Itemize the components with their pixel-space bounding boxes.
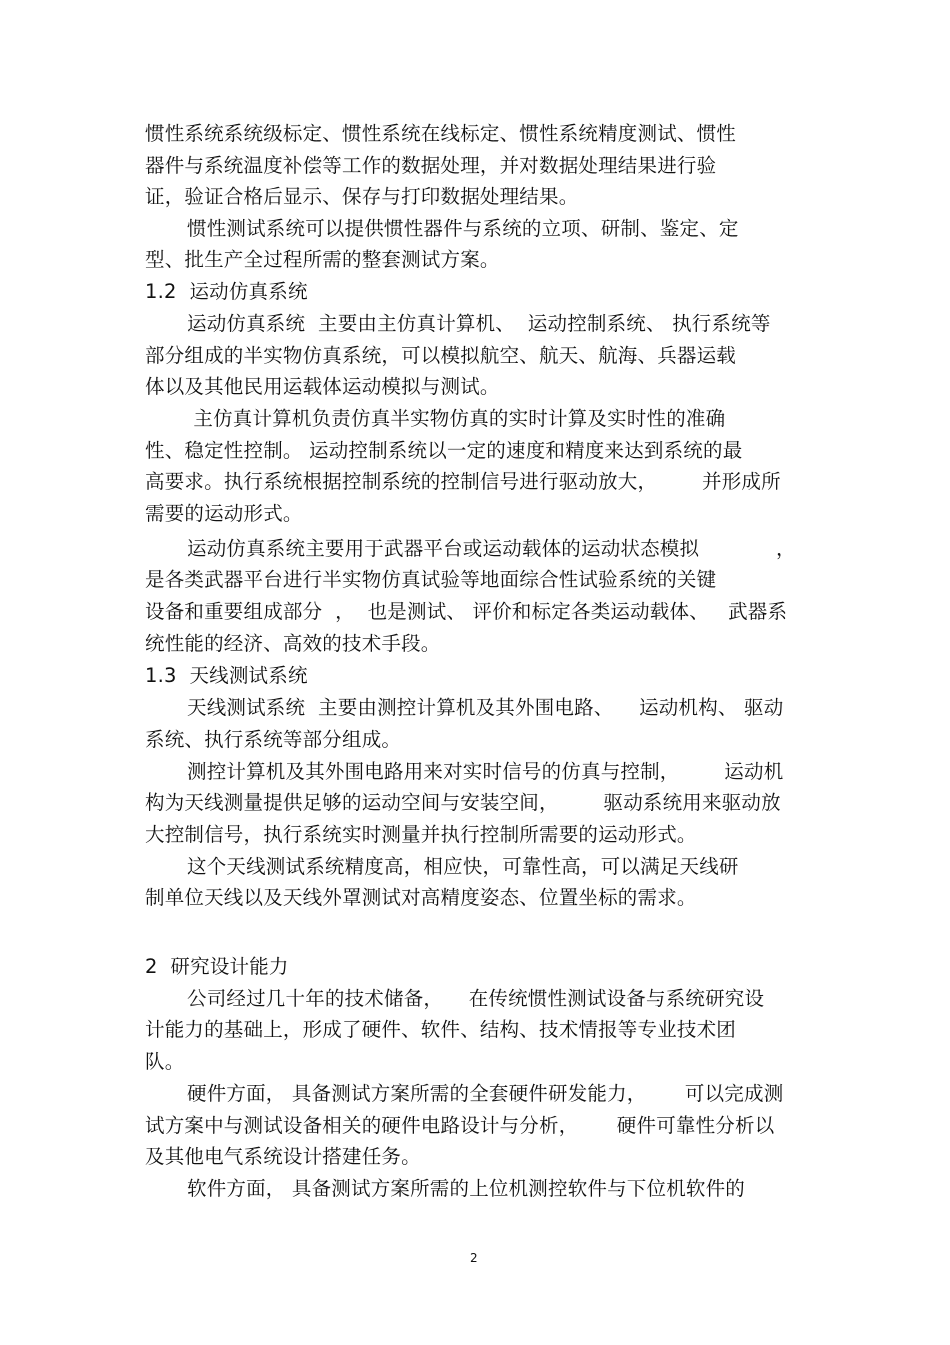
section-title: 天线测试系统 bbox=[189, 664, 308, 687]
text-line: 大控制信号，执行系统实时测量并执行控制所需要的运动形式。 bbox=[145, 823, 697, 846]
text-line: 及其他电气系统设计搭建任务。 bbox=[145, 1145, 421, 1168]
text-line: 计能力的基础上，形成了硬件、软件、结构、技术情报等专业技术团 bbox=[145, 1018, 737, 1041]
text-line: 型、批生产全过程所需的整套测试方案。 bbox=[145, 248, 500, 271]
section-title: 运动仿真系统 bbox=[189, 280, 308, 303]
text-line: 惯性测试系统可以提供惯性器件与系统的立项、研制、鉴定、定 bbox=[187, 217, 739, 240]
text-line: 运动仿真系统 主要由主仿真计算机、 运动控制系统、 执行系统等 bbox=[187, 312, 771, 335]
text-line: 测控计算机及其外围电路用来对实时信号的仿真与控制， 运动机 bbox=[187, 760, 784, 783]
section-number: 1.3 bbox=[145, 664, 177, 687]
text-line: 天线测试系统 主要由测控计算机及其外围电路、 运动机构、 驱动 bbox=[187, 696, 784, 719]
section-number: 1.2 bbox=[145, 280, 177, 303]
text-line: 是各类武器平台进行半实物仿真试验等地面综合性试验系统的关键 bbox=[145, 568, 717, 591]
text-line: 性、稳定性控制。 运动控制系统以一定的速度和精度来达到系统的最 bbox=[145, 439, 743, 462]
text-line: 惯性系统系统级标定、惯性系统在线标定、惯性系统精度测试、惯性 bbox=[145, 122, 737, 145]
section-number: 2 bbox=[145, 955, 158, 978]
text-line: 高要求。执行系统根据控制系统的控制信号进行驱动放大， 并形成所 bbox=[145, 470, 781, 493]
text-line: 证，验证合格后显示、保存与打印数据处理结果。 bbox=[145, 185, 579, 208]
text-line: 公司经过几十年的技术储备， 在传统惯性测试设备与系统研究设 bbox=[187, 987, 765, 1010]
text-line: 需要的运动形式。 bbox=[145, 502, 303, 525]
text-line: 硬件方面， 具备测试方案所需的全套硬件研发能力， 可以完成测 bbox=[187, 1082, 784, 1105]
text-line: 队。 bbox=[145, 1050, 185, 1073]
text-line: 器件与系统温度补偿等工作的数据处理，并对数据处理结果进行验 bbox=[145, 154, 717, 177]
text-line: 部分组成的半实物仿真系统，可以模拟航空、航天、航海、兵器运载 bbox=[145, 344, 737, 367]
page-number: 2 bbox=[470, 1251, 478, 1265]
text-line: 制单位天线以及天线外罩测试对高精度姿态、位置坐标的需求。 bbox=[145, 886, 697, 909]
text-line: 构为天线测量提供足够的运动空间与安装空间， 驱动系统用来驱动放 bbox=[145, 791, 781, 814]
text-line: 统性能的经济、高效的技术手段。 bbox=[145, 632, 441, 655]
section-title: 研究设计能力 bbox=[170, 955, 289, 978]
text-line: 试方案中与测试设备相关的硬件电路设计与分析， 硬件可靠性分析以 bbox=[145, 1114, 775, 1137]
text-line: 设备和重要组成部分 ， 也是测试、 评价和标定各类运动载体、 武器系 bbox=[145, 600, 788, 623]
section-heading-1-3 bbox=[145, 661, 308, 691]
text-line: 体以及其他民用运载体运动模拟与测试。 bbox=[145, 375, 500, 398]
text-line: 这个天线测试系统精度高，相应快，可靠性高，可以满足天线研 bbox=[187, 855, 739, 878]
text-line: 系统、执行系统等部分组成。 bbox=[145, 728, 402, 751]
section-heading-1-2 bbox=[145, 277, 308, 307]
text-line: 运动仿真系统主要用于武器平台或运动载体的运动状态模拟 ， bbox=[187, 537, 796, 560]
section-heading-2 bbox=[145, 952, 289, 982]
text-line: 主仿真计算机负责仿真半实物仿真的实时计算及实时性的准确 bbox=[187, 407, 726, 430]
text-line: 软件方面， 具备测试方案所需的上位机测控软件与下位机软件的 bbox=[187, 1177, 745, 1200]
